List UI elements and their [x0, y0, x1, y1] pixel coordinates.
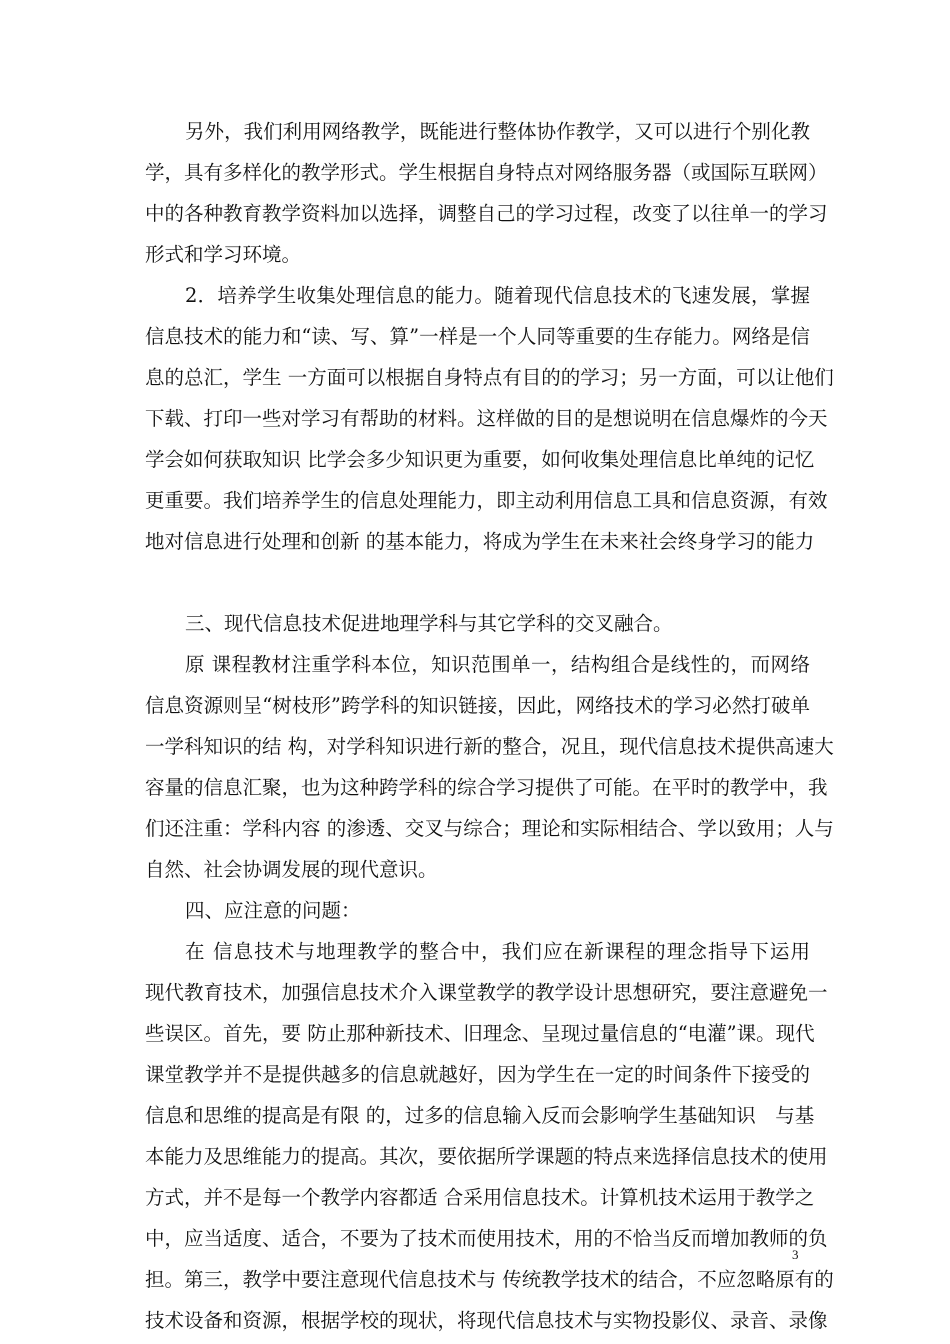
- paragraph-line: 下载、打印一些对学习有帮助的材料。这样做的目的是想说明在信息爆炸的今天: [145, 407, 828, 430]
- paragraph-line: 形式和学习环境。: [145, 243, 302, 266]
- paragraph-line: 担。第三，教学中要注意现代信息技术与 传统教学技术的结合，不应忽略原有的: [145, 1268, 834, 1291]
- paragraph-line: 方式，并不是每一个教学内容都适 合采用信息技术。计算机技术运用于教学之: [145, 1186, 815, 1209]
- paragraph-line: 中的各种教育教学资料加以选择，调整自己的学习过程，改变了以往单一的学习: [145, 202, 828, 225]
- paragraph-line: 2．培养学生收集处理信息的能力。随着现代信息技术的飞速发展，掌握: [185, 284, 810, 307]
- paragraph-line: 课堂教学并不是提供越多的信息就越好，因为学生在一定的时间条件下接受的: [145, 1063, 810, 1086]
- paragraph-line: 另外，我们利用网络教学，既能进行整体协作教学，又可以进行个别化教: [185, 120, 810, 143]
- paragraph-line: 原 课程教材注重学科本位，知识范围单一，结构组合是线性的，而网络: [185, 653, 810, 676]
- paragraph-line: 学，具有多样化的教学形式。学生根据自身特点对网络服务器（或国际互联网）: [145, 161, 828, 184]
- section-heading: 三、现代信息技术促进地理学科与其它学科的交叉融合。: [185, 612, 673, 635]
- paragraph-line: 信息资源则呈“树枝形”跨学科的知识链接，因此，网络技术的学习必然打破单: [145, 694, 810, 717]
- page-number: 3: [792, 1247, 799, 1262]
- paragraph-line: 信息和思维的提高是有限 的，过多的信息输入反而会影响学生基础知识 与基: [145, 1104, 815, 1127]
- paragraph-line: 自然、社会协调发展的现代意识。: [145, 858, 438, 881]
- paragraph-line: 信息技术的能力和“读、写、算”一样是一个人同等重要的生存能力。网络是信: [145, 325, 810, 348]
- paragraph-line: 容量的信息汇聚，也为这种跨学科的综合学习提供了可能。在平时的教学中，我: [145, 776, 828, 799]
- paragraph-line: 技术设备和资源，根据学校的现状，将现代信息技术与实物投影仪、录音、录像: [145, 1309, 828, 1332]
- paragraph-line: 们还注重：学科内容 的渗透、交叉与综合；理论和实际相结合、学以致用；人与: [145, 817, 834, 840]
- paragraph-line: 中，应当适度、适合，不要为了技术而使用技术，用的不恰当反而增加教师的负: [145, 1227, 828, 1250]
- paragraph-line: 现代教育技术，加强信息技术介入课堂教学的教学设计思想研究，要注意避免一: [145, 981, 828, 1004]
- paragraph-line: 本能力及思维能力的提高。其次，要依据所学课题的特点来选择信息技术的使用: [145, 1145, 828, 1168]
- paragraph-line: 地对信息进行处理和创新 的基本能力，将成为学生在未来社会终身学习的能力: [145, 530, 815, 553]
- paragraph-line: 在 信息技术与地理教学的整合中，我们应在新课程的理念指导下运用: [185, 940, 810, 963]
- paragraph-line: 一学科知识的结 构，对学科知识进行新的整合，况且，现代信息技术提供高速大: [145, 735, 834, 758]
- paragraph-line: 些误区。首先，要 防止那种新技术、旧理念、呈现过量信息的“电灌”课。现代: [145, 1022, 815, 1045]
- paragraph-line: 更重要。我们培养学生的信息处理能力，即主动利用信息工具和信息资源，有效: [145, 489, 828, 512]
- paragraph-line: 息的总汇，学生 一方面可以根据自身特点有目的的学习；另一方面，可以让他们: [145, 366, 834, 389]
- section-heading: 四、应注意的问题：: [185, 899, 361, 922]
- paragraph-line: 学会如何获取知识 比学会多少知识更为重要，如何收集处理信息比单纯的记忆: [145, 448, 815, 471]
